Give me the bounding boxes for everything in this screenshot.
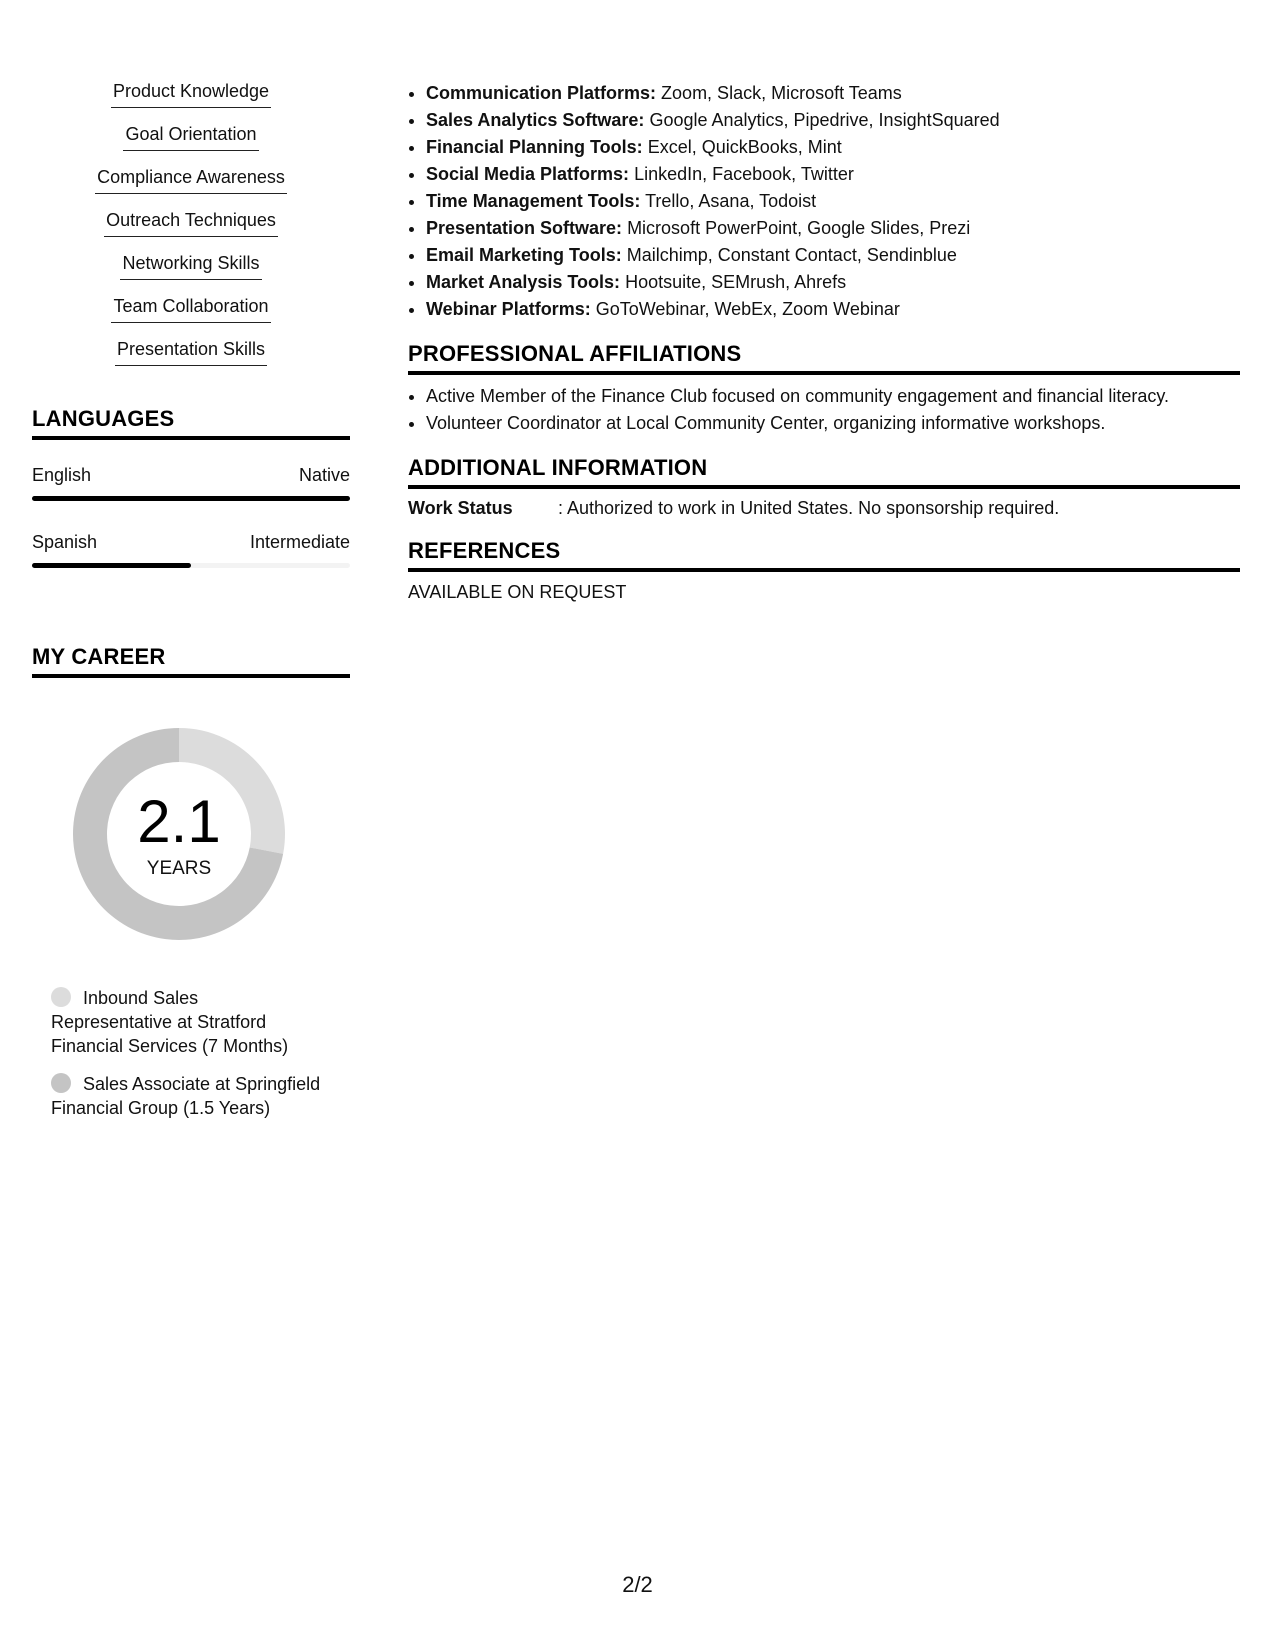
skill-label: Compliance Awareness: [95, 166, 287, 194]
tool-value: Mailchimp, Constant Contact, Sendinblue: [626, 245, 957, 265]
tool-label: Sales Analytics Software:: [426, 110, 645, 130]
language-proficiency-bar: [32, 563, 350, 568]
tool-value: Hootsuite, SEMrush, Ahrefs: [625, 272, 847, 292]
additional-info-heading: ADDITIONAL INFORMATION: [408, 455, 1240, 489]
tool-label: Presentation Software:: [426, 218, 623, 238]
skill-item: [32, 123, 350, 151]
tool-item: [426, 215, 1240, 242]
tools-list: [408, 80, 1240, 323]
tool-label: Time Management Tools:: [426, 191, 641, 211]
tool-item: [426, 134, 1240, 161]
language-proficiency-fill: [32, 563, 191, 568]
tool-item: [426, 242, 1240, 269]
skill-label: Presentation Skills: [115, 338, 267, 366]
tool-value: Trello, Asana, Todoist: [645, 191, 817, 211]
skill-label: Goal Orientation: [123, 123, 258, 151]
skill-label: Networking Skills: [120, 252, 261, 280]
tool-label: Communication Platforms:: [426, 83, 657, 103]
language-name: English: [32, 465, 92, 485]
career-total-value: 2.1: [137, 788, 221, 855]
language-level: Intermediate: [249, 532, 350, 552]
tool-item: [426, 269, 1240, 296]
tool-item: [426, 188, 1240, 215]
skill-item: [32, 80, 350, 108]
tool-label: Social Media Platforms:: [426, 164, 630, 184]
affiliation-item: • Active Member of the Finance Club focused on community engagement and financial literacy.: [426, 383, 1240, 410]
career-donut-chart: [65, 720, 293, 948]
skill-item: [32, 209, 350, 237]
language-spanish: [32, 531, 350, 568]
language-level: Native: [298, 465, 350, 485]
career-legend-item: [51, 986, 321, 1058]
skill-item: [32, 295, 350, 323]
skill-item: [32, 166, 350, 194]
career-role-label: Sales Associate at Springfield Financial Group (1.5 Years): [51, 1074, 321, 1118]
work-status-row: [408, 496, 1240, 520]
tool-label: Email Marketing Tools:: [426, 245, 622, 265]
tool-value: Excel, QuickBooks, Mint: [647, 137, 842, 157]
tool-label: Market Analysis Tools:: [426, 272, 621, 292]
language-proficiency-bar: [32, 496, 350, 501]
page-number: 2/2: [622, 1572, 653, 1597]
tool-value: Google Analytics, Pipedrive, InsightSquared: [649, 110, 1000, 130]
career-heading: MY CAREER: [32, 644, 350, 678]
affiliation-item: • Volunteer Coordinator at Local Community Center, organizing informative workshops.: [426, 410, 1240, 437]
right-column: [408, 80, 1240, 603]
references-text: AVAILABLE ON REQUEST: [408, 582, 627, 602]
work-status-value: : Authorized to work in United States. No sponsorship required.: [558, 498, 1060, 518]
career-legend-item: [51, 1072, 321, 1120]
tool-value: Zoom, Slack, Microsoft Teams: [661, 83, 902, 103]
affiliations-list: [408, 383, 1240, 437]
tool-value: LinkedIn, Facebook, Twitter: [634, 164, 854, 184]
career-total-unit: YEARS: [146, 858, 212, 879]
tool-value: GoToWebinar, WebEx, Zoom Webinar: [595, 299, 900, 319]
tool-item: [426, 80, 1240, 107]
language-proficiency-fill: [32, 496, 350, 501]
tool-item: [426, 296, 1240, 323]
languages-heading: LANGUAGES: [32, 406, 350, 440]
legend-dot-icon: [51, 1073, 71, 1093]
legend-dot-icon: [51, 987, 71, 1007]
tool-item: [426, 161, 1240, 188]
left-column: [32, 80, 350, 1134]
skill-item: [32, 338, 350, 366]
work-status-label: Work Status: [408, 498, 513, 518]
career-role-label: Inbound Sales Representative at Stratford Financial Services (7 Months): [51, 988, 289, 1056]
language-english: [32, 464, 350, 501]
skill-label: Outreach Techniques: [104, 209, 278, 237]
affiliations-heading: PROFESSIONAL AFFILIATIONS: [408, 341, 1240, 375]
tool-label: Webinar Platforms:: [426, 299, 591, 319]
tool-label: Financial Planning Tools:: [426, 137, 643, 157]
tool-item: [426, 107, 1240, 134]
references-heading: REFERENCES: [408, 538, 1240, 572]
career-legend: [51, 986, 321, 1120]
donut-center: [65, 720, 293, 948]
skill-item: [32, 252, 350, 280]
skills-list: [32, 80, 350, 366]
tool-value: Microsoft PowerPoint, Google Slides, Prezi: [627, 218, 971, 238]
language-name: Spanish: [32, 532, 98, 552]
skill-label: Product Knowledge: [111, 80, 271, 108]
skill-label: Team Collaboration: [111, 295, 270, 323]
